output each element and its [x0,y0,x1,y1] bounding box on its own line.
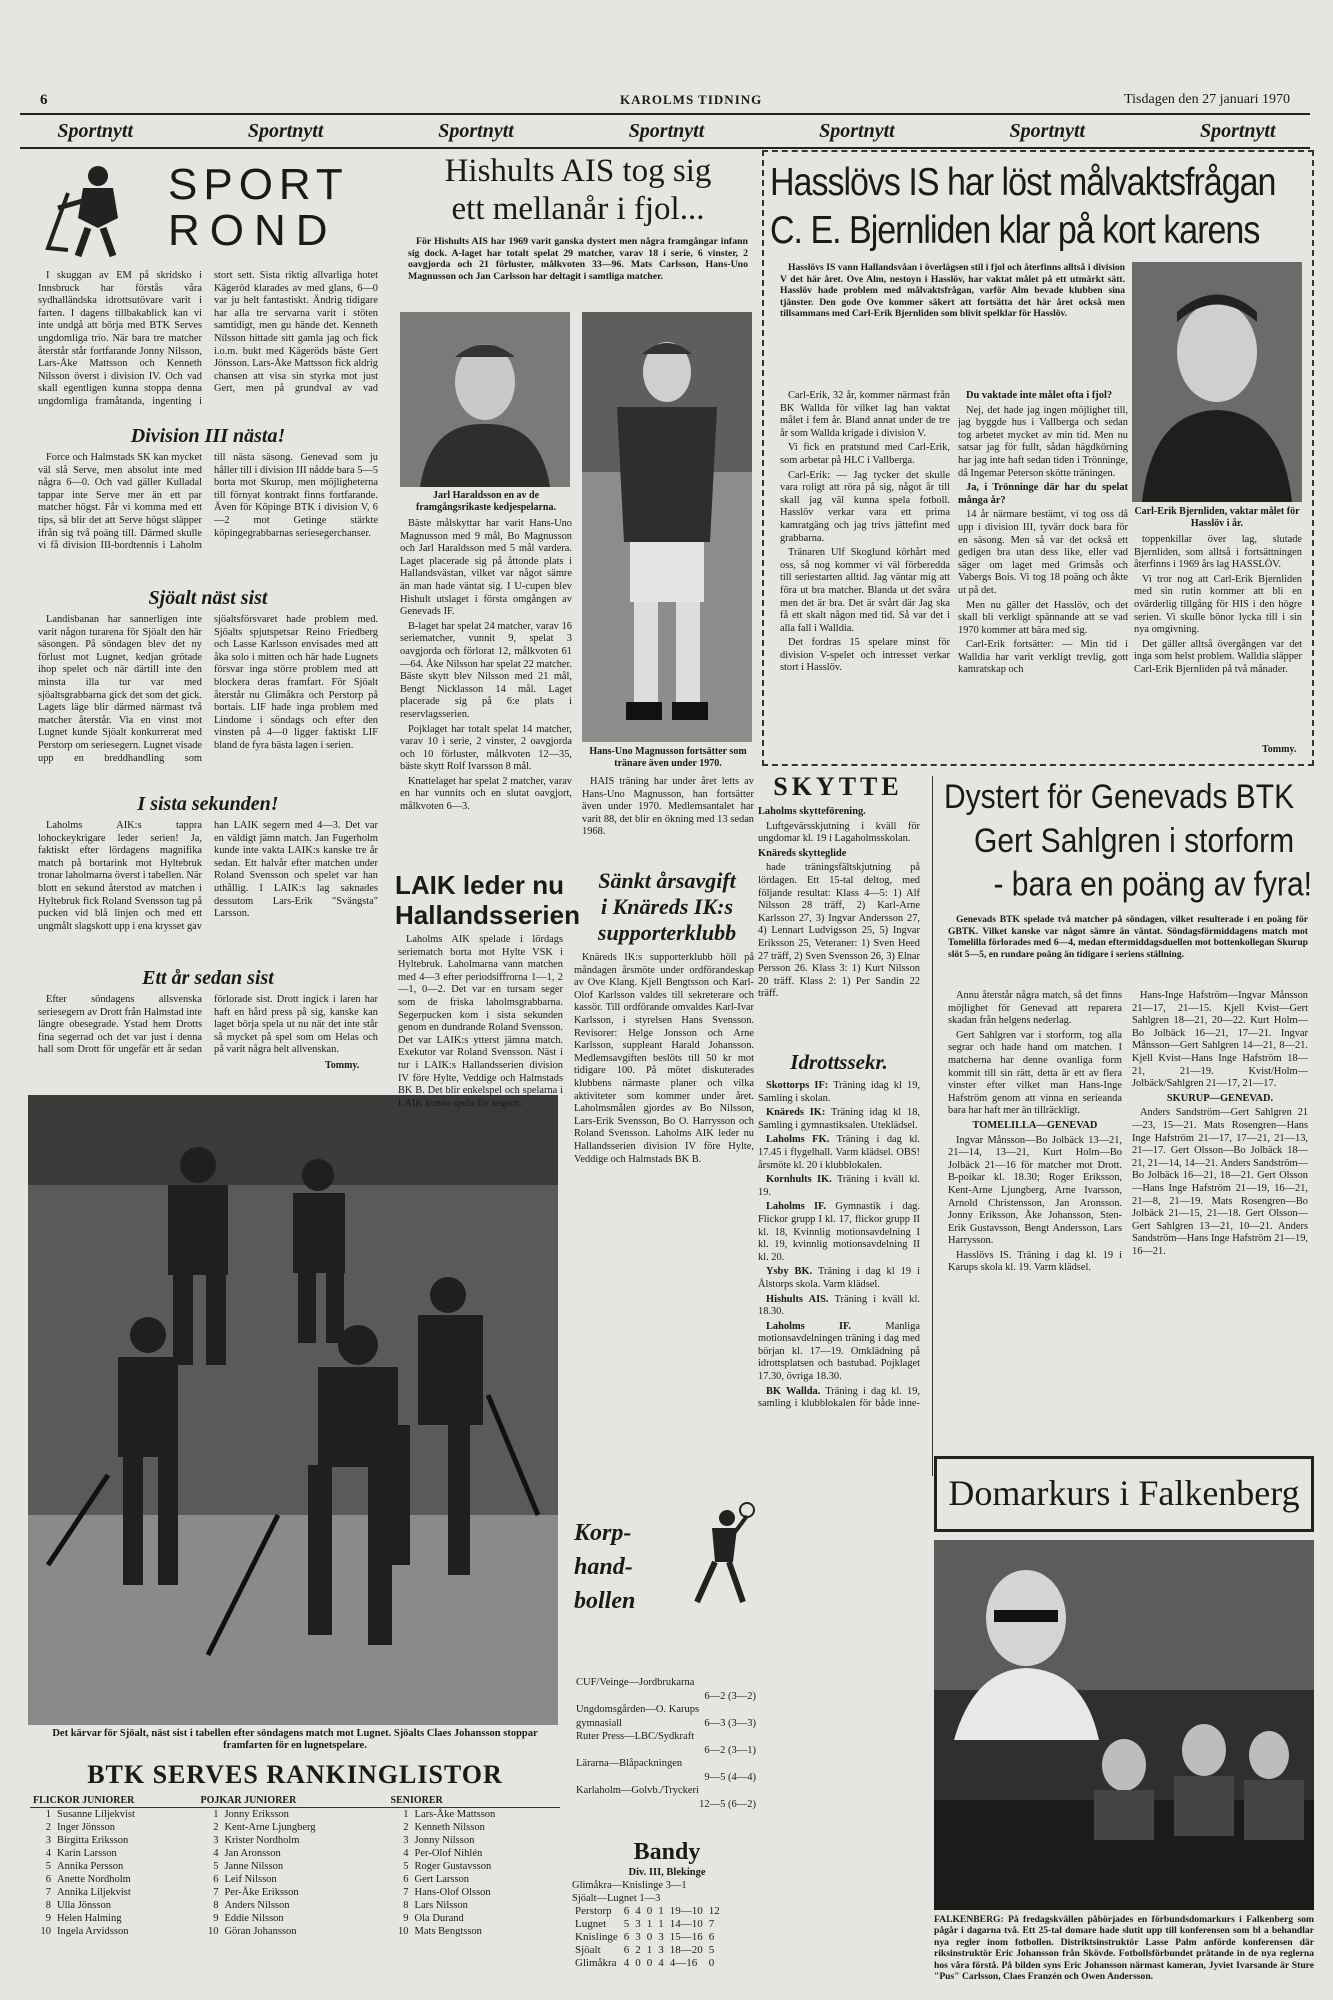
bandy-result: Sjöalt—Lugnet 1—3 [572,1893,661,1904]
issue-date: Tisdagen den 27 januari 1970 [1124,92,1290,107]
rank-number: 4 [403,1848,409,1859]
player-name: Gert Larsson [414,1874,470,1885]
standing-value: 3 [635,1918,641,1930]
standing-value: 0 [708,1957,715,1969]
laik-headline [395,870,580,930]
knared-headline [572,868,762,946]
notice-item [758,1107,920,1132]
goalkeeper-photo [1132,262,1302,502]
question: Ja, i Trönninge där har du spelat många år? [958,482,1128,506]
paragraph: Vi fick en pratstund med Carl-Erik, som arbetar på HLC i Vallberga. [780,442,950,466]
subheading: Division III nästa! [130,425,286,447]
paragraph: Laholms AIK:s tappra lohockeykrigare leder serien! Ja, faktiskt efter lördagens magnifika match på bortarink mot Hyltebruk tronar laholmarna överst i tabellen. När blott en sekund återstod av matchen i Hyltebruk fick Roland Svensson tag på pucken vid blå linjen och med ett ungmålt slagskott upp i ena krysset gav han LAIK segern med 4—3. Det var en väldigt jämn match. Jan Fugerholm kunde inte vakta LAIK:s kanske tre år sedan. Ett halvår efter matchen under Roland Svensson och spelet var han uthållig. I LAIK:s lag saknades dessutom Lars-Erik "Svängsta" Larsson. [38,820,378,932]
paragraph: Hasslövs IS vann Hallandsvåan i överlägsen stil i fjol och återfinns alltså i division V det här året. Ove Alm, nestoyn i Hasslöv, har vaktat målet på ett utmärkt sätt. Hasslöv hade problem med målvaktsfrågan, varför Alm bevade klubben sina tjänster. Den gode Ove kommer säkert att fortsätta det här året också men tillsammans med Carl-Erik Bjernliden som blivit spelklar för Hasslöv. [780,262,1125,320]
rank-number: 3 [45,1835,51,1846]
headline-line: Hasslövs IS har löst målvaktsfrågan [770,160,1276,204]
paragraph: Det gäller alltså övergången var det inga som helst problem. Walldia släpper Carl-Erik Bjernliden på två månader. [1134,638,1302,675]
standing-value: 0 [635,1957,641,1969]
notice-item [758,1134,920,1172]
paragraph: B-laget har spelat 24 matcher, varav 16 seriematcher, vunnit 9, spelat 3 oavgjorda och förlorat 12, målkvoten 61—64. Åke Nilsson har spelat 22 matcher. Bäste skytt blev Nilsson med 21 mål, Bengt Nicklasson 14 mål. Laget placerade sig på 6:e plats i reservlagsserien. [400,620,572,720]
player-name: Krister Nordholm [224,1835,300,1846]
team-name: Glimåkra [575,1957,617,1969]
notice-item [758,1321,920,1384]
korp-results [576,1676,756,1811]
article-column [958,390,1128,760]
player-name: Roger Gustavsson [414,1861,492,1872]
article-column [1132,990,1308,1438]
result-score: 6—2 (3—2) [704,1690,756,1702]
player-name: Anders Nilsson [224,1900,290,1911]
banner-label: Sportnytt [438,119,514,142]
club-name: Laholms IF. [766,1201,827,1213]
result-score: 6—3 (3—3) [704,1717,756,1729]
paragraph: I skuggan av EM på skridsko i Innsbruck har förstås våra sydhalländska idrottsutövare varit i farten. I dagens tillbakablick kan vi inte undgå att börja med BTK Serves ungdomliga trio. När bara tre matcher återstår står fortfarande Jonny Nilsson, Lars-Åke Mattsson och Kenneth Nilsson överst i division IV. Och vad skall egentligen kunna stoppa denna ungdomliga framåtanda, ingenting i stort sett. Sista riktig allvarliga hotet Kägeröd klarades av med glans, 6—0 var ju helt fantastiskt. Ändrig tidigare har alla tre servarna varit i stöten samtidigt, men gu hände det. Kenneth Nilsson hittade sitt gamla jag och fick i.o.m. bukt med Kägeröds bäste Gert Jönsson. Lars-Åke Mattsson fick aldrig chansen att visa sin styrka mot just Gert, men på grundval av vad [38,270,378,407]
signature: Tommy. [1262,744,1297,755]
rank-number: 6 [403,1874,409,1885]
notice-text: Träning i kväll kl. 18.30. [758,1293,920,1318]
standing-value: 19—10 [669,1905,703,1917]
result-line: Karlaholm—Golvb./Tryckeri [576,1785,699,1796]
rank-number: 7 [45,1887,51,1898]
article-column [398,934,563,1140]
rank-number: 5 [213,1861,219,1872]
standing-value: 1 [646,1944,653,1956]
photo-caption: Jarl Haraldsson en av de framgångsrikaste kedjespelarna. [416,490,556,513]
notice-text: Gymnastik i dag. Flickor grupp I kl. 17, flickor grupp II kl. 18, Kvinnlig motionsavdelning I kl. 19, kvinnlig motionsavdelning II kl. 20. [758,1201,920,1263]
notice-text: Träning i kväll kl. 19. [758,1174,920,1198]
rank-number: 5 [403,1861,409,1872]
headline-line: Korp- [574,1520,632,1546]
standing-value: 0 [646,1905,653,1917]
bandy-result: Glimåkra—Knislinge 3—1 [572,1880,687,1891]
bandy-players-image [28,1095,558,1725]
player-name: Ingela Arvidsson [57,1926,129,1937]
subheading: Ett år sedan sist [142,967,274,989]
paragraph: Tränaren Ulf Skoglund körhårt med oss, så nog kommer vi väl förberedda till seriestarten alltid. Jag väntar mig att föra ut bra matcher. Blanda ut det svåra men det är bra. Det är svårt där Jag ska få ett skalt någon med tid. Så var det i alla fall i Walldia. [780,547,950,634]
paragraph: Genevads BTK spelade två matcher på söndagen, vilket resulterade i en poäng för GBTK. Vilket kanske var något sämre än väntat. Söndagsförmiddagens match mot Tomelilla förlorades med 6—4, medan eftermiddagsduellen mot bottenkollegan Skurup slöt 5—5, en rundare poäng än tidigare i seriens ställning. [948,914,1308,960]
paragraph: Hasslövs IS. Träning i dag kl. 19 i Karups skola kl. 19. Varm klädsel. [948,1249,1122,1274]
banner-rule [20,147,1310,149]
skytte-title: SKYTTE [773,772,903,801]
standing-value: 0 [646,1957,653,1969]
genevad-lead [948,914,1308,984]
btk-rankings [30,1760,560,1970]
hishult-headline [398,152,758,228]
ranking-table [30,1794,560,1938]
banner-label: Sportnytt [57,119,133,142]
standing-value: 2 [635,1944,641,1956]
standings-row [572,1905,723,1918]
standings-row [572,1944,723,1957]
paragraph: Men nu gäller det Hasslöv, och det skall bli verkligt spännande att se vad 1970 kommer att bära med sig. [958,599,1128,636]
subheading: Sjöalt näst sist [148,587,268,609]
player-name: Annika Persson [57,1861,124,1872]
player-name: Ola Durand [414,1913,464,1924]
notice-text: Träning i dag kl. 19, samling i klubblokalen för både inne- [758,1385,920,1410]
notice-text: Träning i dag kl 19 i Ålstorps skola. Varm klädsel. [758,1266,920,1290]
standing-player-image [582,312,752,742]
ranking-row [30,1912,560,1925]
headline-line: - bara en poäng av fyra! [993,865,1312,904]
standing-value: 7 [708,1918,715,1930]
hishult-lead [408,236,748,298]
player-name: Leif Nilsson [224,1874,277,1885]
paragraph: 14 år närmare bestämt, vi tog oss då upp i division III, tyvärr dock bara för en säsong. Men så var det också ett gedigen bra utan dess like, eller vad säger om laget med Grimsås och Vabergs Bois. Vi tog 18 poäng och åkte ut på det. [958,509,1128,596]
club-name: Hishults AIS. [766,1293,829,1305]
rank-number: 8 [403,1900,409,1911]
paragraph: För Hishults AIS har 1969 varit ganska dystert men några framgångar infann sig dock. A-laget har totalt spelat 29 matcher, varav 18 i serie, 6 vinster, 2 oavgjorda och 21 förluster, målkvoten 33—96. Mats Carlsson, Hans-Uno Magnusson och Jan Carlsson har deltagit i samtliga matcher. [408,236,748,282]
notice-text: Manliga motionsavdelningen träning i dag med början kl. 17—19. Omklädning på idrottsplatsen och bastubad. Pojklaget 17.30, övriga 18.30. [758,1320,920,1383]
result-line: CUF/Veinge—Jordbrukarna [576,1677,695,1688]
club-name: Knäreds IK: [766,1107,826,1119]
player-name: Annika Liljekvist [57,1887,131,1898]
paragraph: Det fordras 15 spelare minst för division V-spelet och intresset verkar stort i Hasslöv. [780,637,950,674]
ranking-header-row [30,1794,560,1808]
standing-value: 6 [623,1944,630,1956]
sportrond-title: SPORT [168,160,349,209]
player-name: Jonny Nilsson [414,1835,475,1846]
notice-item [758,1294,920,1319]
rank-number: 9 [213,1913,219,1924]
notice-item [758,1386,920,1410]
portrait-image [400,312,570,487]
subheading: I sista sekunden! [137,793,279,815]
player-name: Jan Aronsson [224,1848,281,1859]
article-column [582,776,754,856]
notice-item [758,1266,920,1291]
standing-value: 3 [658,1944,664,1956]
signature: Tommy. [325,1060,360,1071]
notice-item [758,1080,920,1105]
rank-number: 9 [403,1913,409,1924]
paragraph: Knäreds IK:s supporterklubb höll på måndagen årsmöte under ordförandeskap av Ove Klang. Kjell Bengtsson och Karl-Olof Karlsson valdes till sekreterare och kassör. Till ordförande omvaldes Karl-Ivar Karlsson, i styrelsen Hans Svensson. Revisorer: Helge Jonsson och Arne Karlsson, suppleant Harald Johansson. Medlemsavgiften beslöts till 50 kr mot tidigare 100. På mötet diskuterades klubbens närmaste planer och vilka aktiviteter som kommer under året. Laholmsmålen gjordes av Bo Nilsson, Lars-Erik Svensson, Bo O. Harrysson och Roland Svensson. Laholms AIK leder nu Hallandsserien division IV före Hylte, Veddige och Halmstads BK B. [574,952,754,1165]
player-name: Hans-Olof Olsson [414,1887,491,1898]
sportrond-header [38,158,378,263]
section-banner [0,116,1333,146]
standing-value: 14—10 [669,1918,703,1930]
rank-number: 2 [213,1822,219,1833]
meeting-image [934,1540,1314,1910]
banner-label: Sportnytt [819,119,895,142]
player-name: Susanne Liljekvist [57,1809,135,1820]
player-name: Lars Nilsson [414,1900,468,1911]
match-heading: SKURUP—GENEVAD. [1166,1092,1274,1104]
rank-number: 10 [40,1926,51,1937]
standing-value: 1 [658,1918,664,1930]
ranking-row [30,1834,560,1847]
standing-value: 4—16 [669,1957,698,1969]
hasslov-lead [780,262,1125,384]
standings-row [572,1931,723,1944]
standing-value: 4 [635,1905,641,1917]
standing-value: 3 [658,1931,664,1943]
article-column [1134,534,1302,744]
banner-label: Sportnytt [1199,119,1276,142]
bandy-title: Bandy [633,1839,701,1865]
paragraph: HAIS träning har under året letts av Hans-Uno Magnusson, han fortsätter även under 1970. Medlemsantalet har varit 88, det blir en ökning med 13 sedan 1968. [582,776,754,838]
standing-value: 4 [658,1957,664,1969]
ranking-row [30,1860,560,1873]
notice-item [758,1174,920,1199]
player-name: Göran Johansson [224,1926,297,1937]
ranking-row [30,1808,560,1822]
match-heading: TOMELILLA—GENEVAD [972,1119,1098,1131]
standings-row [572,1918,723,1931]
club-name: Laholms IF. [766,1320,852,1332]
paragraph: Ingvar Månsson—Bo Jolbäck 13—21, 21—14, 13—21, Kurt Holm—Bo Jolbäck 21—16 för matcher mot Drott. B-poikar kl. 18.30; Roger Eriksson, Kent-Arne Ljungberg, Arne Ivarsson, Arnold Christensson, Jan Aronsson. Jonny Eriksson, Åke Johansson, Sten-Erik Gustavsson, Bengt Andersson, Lars Harrysson. [948,1134,1122,1247]
standing-value: 18—20 [669,1944,703,1956]
handball-player-icon [667,1502,757,1612]
notice-item [758,1201,920,1264]
paragraph: Carl-Erik fortsätter: — Min tid i Walldia har varit verkligt trevlig, gott kamratskap och [958,639,1128,676]
standing-value: 6 [623,1905,630,1917]
paragraph: Efter söndagens allsvenska seriesegern av Drott från Halmstad inte längre obesegrade. Ystad hem Drotts fina segerrad och det var just i denna hall som Drott för ungefär ett år sedan förlorade sist. Drott ingick i laren har haft en hård press på sig, kanske kan laget börja spela ut nu när det inte står så mycket på spel som om Helas och på varit några helt allvenskan. [38,994,378,1056]
sportrond-intro [38,270,378,420]
player-name: Mats Bengtsson [414,1926,482,1937]
rank-number: 8 [45,1900,51,1911]
result-score: 9—5 (4—4) [704,1771,756,1783]
player-photo [400,312,570,487]
article-column [948,990,1122,1438]
player-name: Janne Nilsson [224,1861,284,1872]
rank-number: 1 [213,1809,219,1820]
result-score: 12—5 (6—2) [699,1798,756,1810]
article-column [38,614,378,790]
player-name: Kenneth Nilsson [414,1822,485,1833]
hasslov-headline [770,158,1310,255]
team-name: Lugnet [575,1918,607,1930]
ranking-row [30,1847,560,1860]
rank-number: 3 [213,1835,219,1846]
result-line: gymnasiall [576,1717,623,1729]
btk-title: BTK SERVES RANKINGLISTOR [87,1760,503,1789]
player-photo [582,312,752,742]
rank-number: 10 [207,1926,219,1937]
domarkurs-headline-box [934,1456,1314,1532]
article-column [758,1080,920,1410]
team-name: Sjöalt [575,1944,601,1956]
bandy-block [572,1838,762,1998]
domarkurs-photo [934,1540,1314,1910]
result-line: Lärarna—Blåpackningen [576,1758,683,1769]
rank-number: 4 [45,1848,51,1859]
question: Du vaktade inte målet ofta i fjol? [966,390,1113,401]
standing-value: 15—16 [669,1931,703,1943]
rank-number: 2 [403,1822,409,1833]
headline-line: LAIK leder nu [395,870,565,900]
paragraph: toppenkillar över lag, slutade Bjernliden, som alltså i fortsättningen återfinns i 1969 års lag HASSLÖV. [1134,534,1302,571]
paragraph: Bäste målskyttar har varit Hans-Uno Magnusson med 9 mål, Bo Magnusson och Jarl Haraldsson med 5 mål vardera. Laget placerade sig på åttonde plats i Hallandsvästan, vilket var något sämre än man hade väntat sig. I U-cupen blev Hishult utslaget i första omgången av Genevads IF. [400,518,572,618]
paragraph: Carl-Erik: — Jag tycker det skulle vara roligt att röra på sig, något år till skall jag väl kunna spela fotboll. Hasslöv verkar vara ett prima kamratgäng och jag trivs jättefint med grabbarna. [780,469,950,544]
ranking-row [30,1925,560,1938]
rank-number: 6 [213,1874,219,1885]
article-column [758,806,920,1046]
paragraph: Luftgevärsskjutning i kväll för ungdomar kl. 19 i Lagaholmsskolan. [758,820,920,845]
club-name: Skottorps IF: [766,1080,829,1091]
rank-number: 1 [403,1809,409,1820]
banner-label: Sportnytt [247,119,324,142]
rank-number: 1 [45,1809,51,1820]
page-number: 6 [40,92,48,108]
club-name: Ysby BK. [766,1266,813,1278]
player-name: Ulla Jönsson [57,1900,111,1911]
paragraph: Pojklaget har totalt spelat 14 matcher, varav 10 i serie, 2 vinster, 2 oavgjorda och 10 förluster, målkvoten 12—35, bäste skytt Rolf Ivarsson 8 mål. [400,723,572,773]
column-header: SENIORER [388,1794,560,1808]
standing-value: 12 [708,1905,720,1917]
paragraph: hade träningsfältskjutning på lördagen. Ett 15-tal deltog, med följande resultat: Klass 4—5: 1) Alf Nilsson 28 träff, 2) Karl-Arne Karlsson 27, 3) Ingvar Andersson 27, 4) Lennart Ludvigsson 25, 5) Ingvar Eriksson 25, Veteraner: 1) Sven Heed 27 träff, 2) Sven Svensson 26, 3) Elnar Persson 26. Klass 3: 1) Kurt Nilsson 20 träff. Klass 2: 1) Per Sandin 22 träff. [758,862,920,1000]
paragraph: Anders Sandström—Gert Sahlgren 21—23, 15—21. Mats Rosengren—Hans Inge Hafström 21—17, 17—21, 21—13, 21—17. Gert Olsson—Bo Jolbäck 18—21, 21—14, 14—21. Anders Sandström—Bo Jolbäck 16—21, 18—21. Gert Olsson—Hans Inge Hafström 21—19, 16—21, 21—8, 21—19. Mats Rosengren—Bo Jolbäck 21—15, 21—18. Gert Olsson—Gert Sahlgren 13—21, 10—21. Anders Sandström—Hans Inge Hafström 21—19, 16—21. [1132,1107,1308,1257]
rank-number: 5 [45,1861,51,1872]
club-name: Kornhults IK. [766,1174,832,1186]
player-name: Karin Larsson [57,1848,117,1859]
rank-number: 8 [213,1900,219,1911]
standing-value: 6 [623,1931,630,1943]
rank-number: 4 [213,1848,219,1859]
standing-value: 3 [635,1931,641,1943]
ranking-row [30,1873,560,1886]
paragraph: Carl-Erik, 32 år, kommer närmast från BK Wallda för vilket lag han vaktat målet i fem år. Bland annat under de tre år som Wallda krigade i division V. [780,390,950,439]
masthead [20,92,1310,114]
player-name: Jonny Eriksson [224,1809,289,1820]
idrottssekr-title: Idrottssekr. [790,1050,888,1074]
article-column [38,452,378,584]
rank-number: 6 [45,1874,51,1885]
player-name: Kent-Arne Ljungberg [224,1822,316,1833]
newspaper-name: KAROLMS TIDNING [620,92,763,107]
player-name: Anette Nordholm [57,1874,131,1885]
headline-line: ett mellanår i fjol... [451,191,705,227]
headline-line: C. E. Bjernliden klar på kort karens [770,208,1260,253]
portrait-image [1132,262,1302,502]
notice-text: Träning idag kl 19, Samling i skolan. [758,1080,920,1104]
standing-value: 5 [708,1944,715,1956]
sportrond-title: ROND [168,206,338,255]
paragraph: Nej, det hade jag ingen möjlighet till, jag byggde hus i Vallberga och sedan tog arbetet mycket av min tid. Men nu satsar jag för fullt, sådan hägdkörning har jag inte haft sedan tiden i Trönninge, då Ingemar Peterson skötte träningen. [958,404,1128,479]
column-header: FLICKOR JUNIORER [30,1794,197,1808]
headline-line: supporterklubb [597,920,737,945]
article-column [780,390,950,760]
headline-line: Sänkt årsavgift [598,868,736,893]
standing-value: 4 [623,1957,630,1969]
headline-line: Hallandsserien [395,900,580,930]
paragraph: Annu återstår några match, så det finns möjlighet för Genevad att reparera skadan från helgens nederlag. [948,990,1122,1027]
paragraph: Force och Halmstads SK kan mycket väl slå Serve, men absolut inte med några 6—0. Och vad gäller Kulladal tappar inte Serve mer än ett par matcher högst. Får vi komma med ett tips, så blir det att Serve högst släpper ifrån sig två poäng till. Därmed skulle vi få division III-bordtennis i Laholm till nästa säsong. Genevad som ju håller till i division III nådde bara 5—5 borta mot Skurup, men möjligheterna till förnyat kontrakt finns fortfarande. Även för Köpinge BTK i division V, 6—2 mot Getinge stärkte köpingegrabbarnas seriesegerchanser. [38,452,378,552]
paragraph: Gert Sahlgren var i storform, tog alla segrar och hade hand om matchen. I matcherna har denne ovanliga form kommit till sin rätt, detta är ett av flera vinster efter vilket man Hans-Inge Hafström genom att vinna en serieanda bara har haft mer än tillräckligt. [948,1029,1122,1117]
paragraph: Knattelaget har spelat 2 matcher, varav en har vunnits och en slutat oavgjort, målkvoten 6—3. [400,775,572,813]
headline-line: Dystert för Genevads BTK [944,778,1295,817]
photo-caption: Det kärvar för Sjöalt, näst sist i tabellen efter söndagens match mot Lugnet. Sjöalts Claes Johansson stoppar framfarten för en lugnetspelare. [52,1728,538,1751]
hockey-player-icon [38,158,138,258]
notice-text: Träning idag kl 18, Samling i gymnastiksalen. Uteklädsel. [758,1107,920,1131]
photo-caption: Carl-Erik Bjernliden, vaktar målet för Hasslöv i år. [1134,506,1300,529]
headline-line: bollen [574,1588,636,1614]
column-header: POJKAR JUNIORER [197,1794,387,1808]
bandy-division: Div. III, Blekinge [628,1867,706,1878]
rank-number: 7 [403,1887,409,1898]
paragraph: Hans-Inge Hafström—Ingvar Månsson 21—17, 21—15. Kjell Kvist—Gert Sahlgren 18—21, 20—22. Kurt Holm—Bo Jolbäck 16—21, 17—21. Ingvar Månsson—Gert Sahlgren 14—21, 8—21. Kjell Kvist—Hans Inge Hafström 18—21, 21—19. Kvist/Holm—Jolbäck/Sahlgren 21—17, 21—17. [1132,990,1308,1090]
club-name: Laholms FK. [766,1134,830,1146]
player-name: Lars-Åke Mattsson [414,1809,496,1820]
headline-line: Hishults AIS tog sig [444,153,712,189]
rank-number: 10 [398,1926,409,1937]
bandy-photo [28,1095,558,1725]
standing-value: 0 [646,1931,653,1943]
paragraph: Vi tror nog att Carl-Erik Bjernliden med sin rutin kommer att bli en ovärderlig tillgång för HIS i den högre serien. Vi skulle bönor lycka till i sin nya omgivning. [1134,573,1302,636]
player-name: Birgitta Eriksson [57,1835,129,1846]
genevad-headline [944,776,1312,907]
ranking-row [30,1821,560,1834]
paragraph: Landisbanan har sannerligen inte varit någon turarena för Sjöalt den här säsongen. På söndagen blev det ny förlust mot Lugnet, kedjan grötade ihop spelet och när därtill inte den minsta illa tur var med sjöaltsgrabbarna gick det som det gick. Lagets läge blir därmed närmast två matcher återstår. Via en vinst mot Lugnet kunde Sjöalt konkurrerat med Perstorp om seriesegern. Lugnet visade upp en breddhandling som sjöaltsförsvaret hade problem med. Sjöalts spjutspetsar Reino Friedberg och Lasse Karlsson envisades med att åka solo i mitten och här hade Lugnets försvar inga större problem med att blockera deras framfart. För Sjöalt återstår nu Glimåkra och Perstorp på bortais. LIF hade inga problem med Lindome i söndags och efter den vinsten på 4—0 ligger faktiskt LIF bland de fyra bästa lagen i serien. [38,614,378,764]
result-score: 6—2 (3—1) [704,1744,756,1756]
player-name: Per-Olof Nihlén [414,1848,483,1859]
rank-number: 2 [45,1822,51,1833]
notice-text: Träning i dag kl. 17.45 i flygelhall. Varm klädsel. OBS! årsmöte kl. 20 i klubblokalen. [758,1134,920,1171]
rank-number: 7 [213,1887,219,1898]
bandy-table [572,1905,723,1970]
ranking-row [30,1899,560,1912]
team-name: Knislinge [575,1931,618,1943]
photo-caption: FALKENBERG: På fredagskvällen påbörjades en förbundsdomarkurs i Falkenberg som pågår i dagarna två. Ett 25-tal domare hade slutit upp till konferensen som bl a behandlar nya regler inom fotbollen. Distriktsinstruktör Lasse Palm anförde konferensen där riksinstruktör Eric Johansson från Skövde. Fotbollsförbundet prätande in de nya reglerna hos våra förstå. På bilden syns Eric Johansson närmast kameran, Jyviet Ivarsande är Sture "Pus" Carlsson, Claes Franzén och Owen Andersson. [934,1914,1314,1983]
result-line: Ungdomsgården—O. Karups [576,1704,700,1715]
photo-caption: Hans-Uno Magnusson fortsätter som tränare även under 1970. [589,746,747,769]
headline-line: i Knäreds IK:s [600,894,734,919]
domarkurs-title: Domarkurs i Falkenberg [948,1473,1300,1513]
club-name: BK Wallda. [766,1385,821,1397]
player-name: Inger Jönsson [57,1822,116,1833]
ranking-row [30,1886,560,1899]
paragraph: Laholms AIK spelade i lördags seriematch borta mot Hylte VSK i Hyltebruk. Laholmarna vann matchen med 4—3 efter periodsiffrorna 1—1, 2—1, 0—2. Det var en tursam seger som de friska laholmsgrabbarna. Segerpucken kom i sista sekunden genom en dundrande Roland Svensson. Det var LAIK:s ytterst jämna match. Exekutor var Roland Svensson. Näst i tur i LAIK:s Hallandsserien division IV före Hylte, Veddige och Halmstads BK B. Det blir enkelspel och spelarna i LAIK kunna spela för segern. [398,934,563,1109]
team-name: Perstorp [575,1905,612,1917]
banner-label: Sportnytt [628,119,705,142]
standings-row [572,1957,723,1970]
rank-number: 9 [45,1913,51,1924]
standing-value: 1 [646,1918,653,1930]
korp-title [574,1516,635,1618]
standing-value: 6 [708,1931,715,1943]
banner-label: Sportnytt [1009,119,1086,142]
player-name: Per-Åke Eriksson [224,1887,299,1898]
player-name: Helen Halming [57,1913,122,1924]
headline-line: Gert Sahlgren i storform [974,822,1295,860]
masthead-rule [20,113,1310,115]
rank-number: 3 [403,1835,409,1846]
article-column [38,820,378,966]
korp-block [572,1502,762,1672]
club-name: Knäreds skytteglide [758,847,847,859]
result-line: Ruter Press—LBC/Sydkraft [576,1731,695,1742]
standing-value: 5 [623,1918,630,1930]
standing-value: 1 [658,1905,664,1917]
headline-line: hand- [574,1554,633,1580]
article-column [574,952,754,1532]
club-name: Laholms skytteförening. [758,806,866,817]
article-column [400,518,572,853]
player-name: Eddie Nilsson [224,1913,284,1924]
